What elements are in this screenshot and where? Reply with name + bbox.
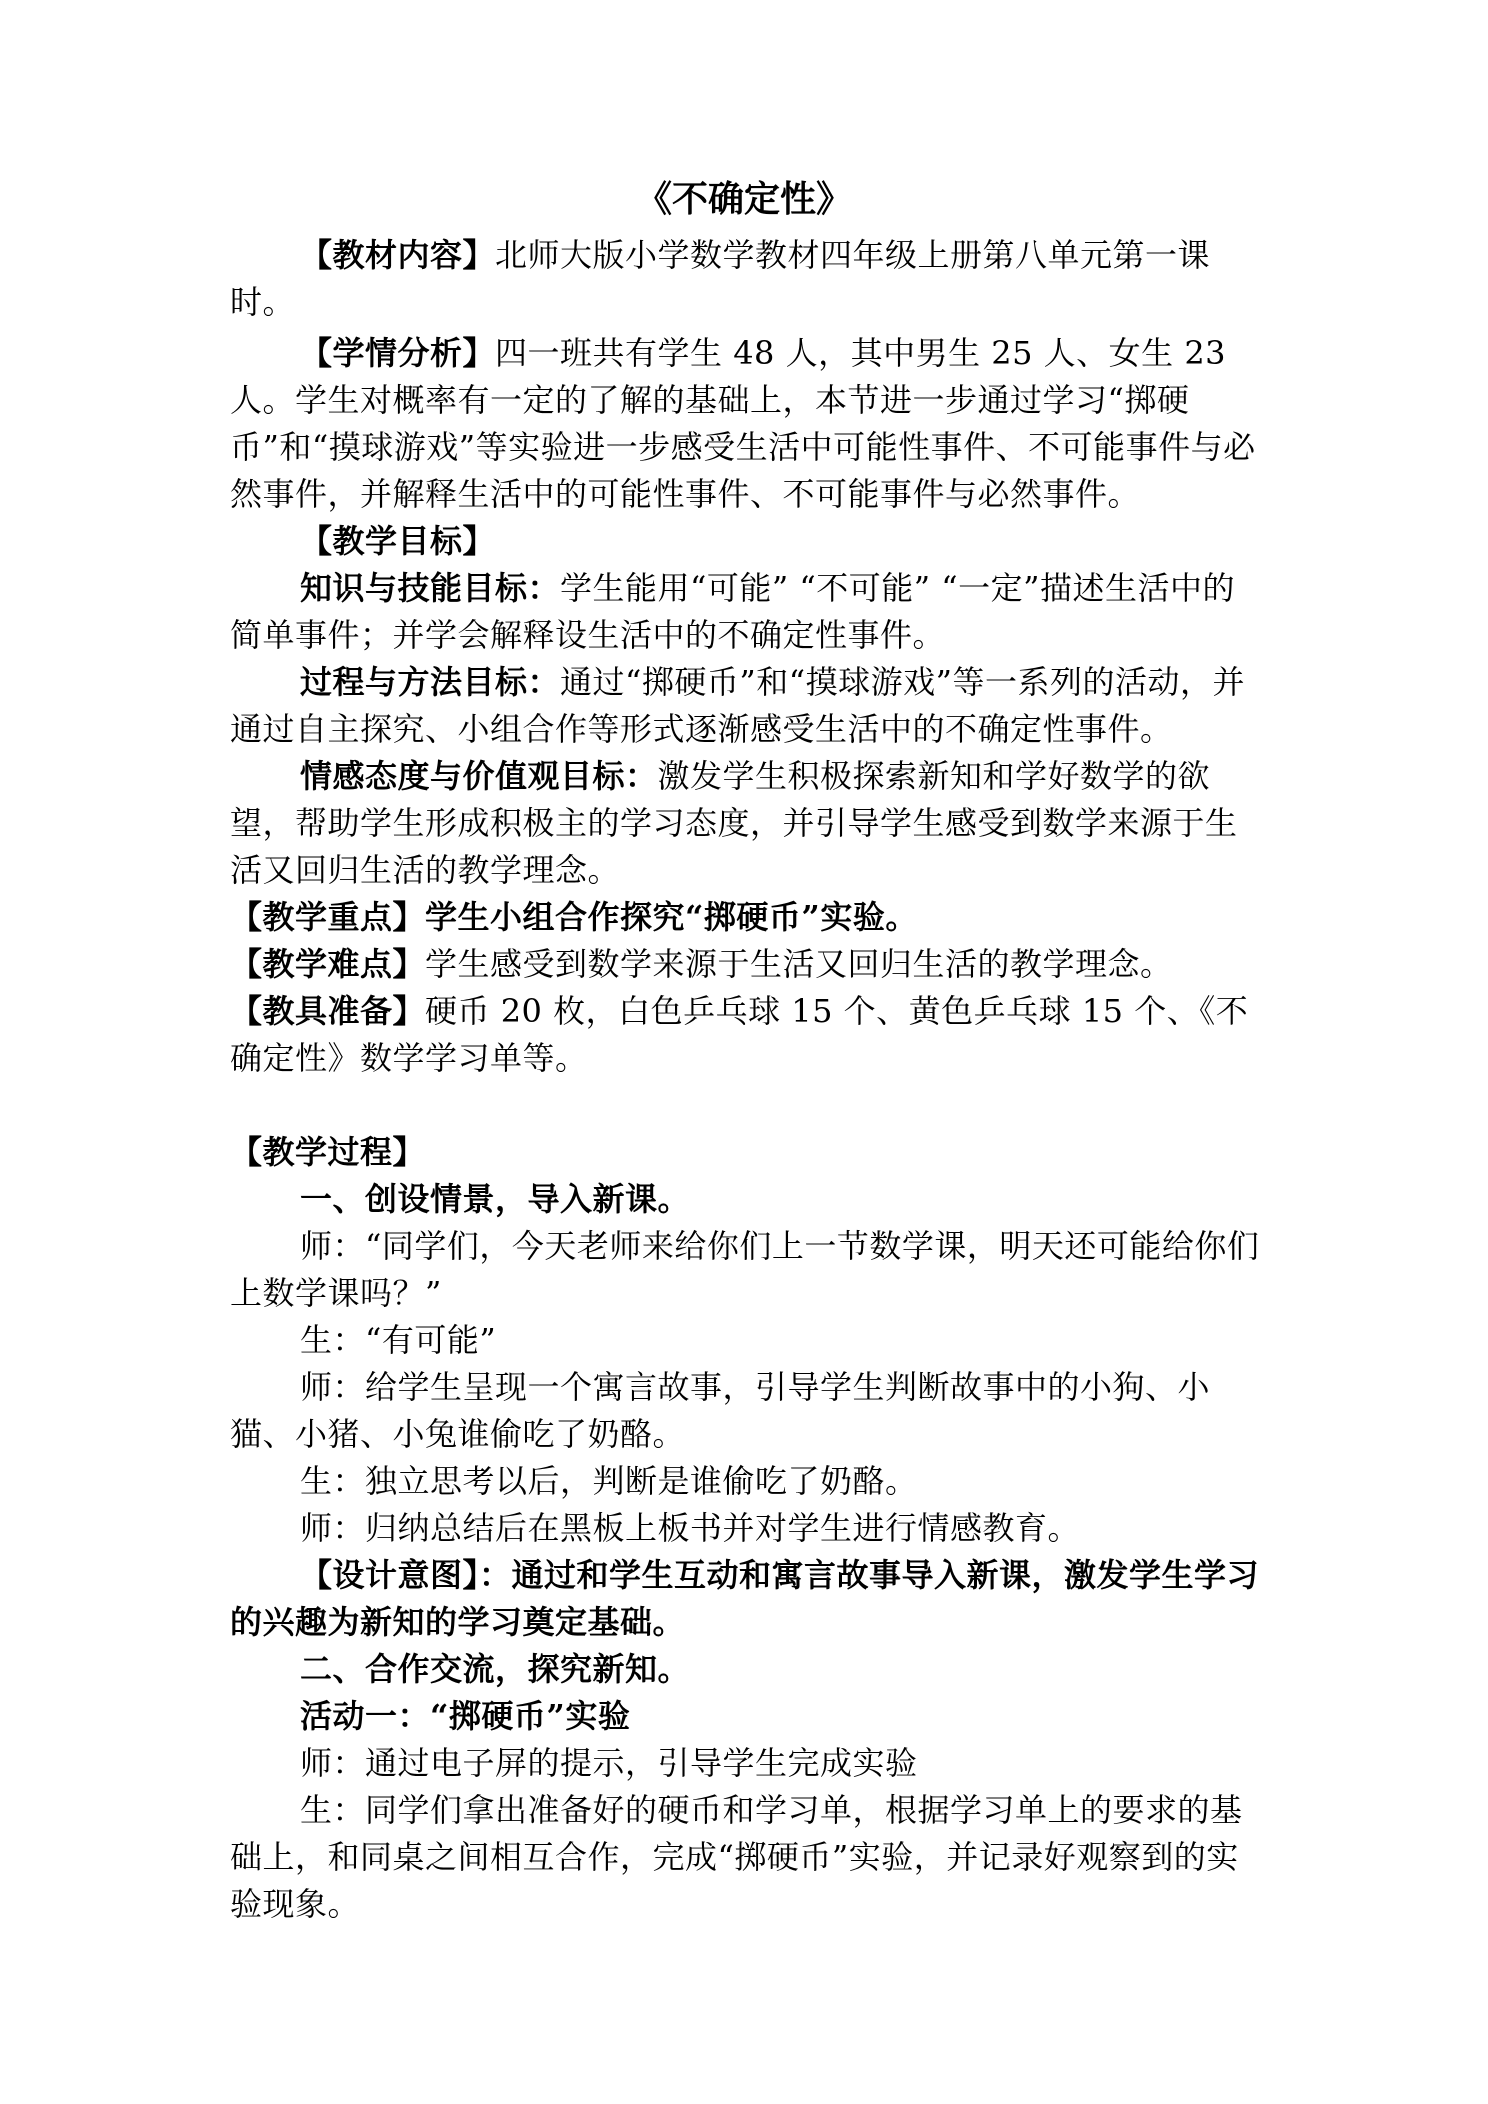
- objectives-heading: 【教学目标】: [300, 522, 496, 560]
- difficulty-label: 【教学难点】: [230, 945, 426, 983]
- content-paragraph: [230, 232, 1266, 326]
- teacher-line-1: 师：“同学们，今天老师来给你们上一节数学课，明天还可能给你们上数学课吗？”: [230, 1227, 1260, 1312]
- teacher-line-4: 师：通过电子屏的提示，引导学生完成实验: [300, 1744, 918, 1782]
- emotion-label: 情感态度与价值观目标：: [300, 757, 658, 795]
- process-text: 通过“掷硬币”和“摸球游戏”等一系列的活动，并通过自主探究、小组合作等形式逐渐感受生活中的不确定性事件。: [230, 663, 1245, 748]
- student-line-2: 生：独立思考以后，判断是谁偷吃了奶酪。: [300, 1462, 918, 1500]
- key-point-label: 【教学重点】: [230, 898, 426, 936]
- document-title: 《不确定性》: [635, 178, 852, 220]
- knowledge-label: 知识与技能目标：: [300, 569, 561, 607]
- materials-paragraph: [230, 988, 1266, 1082]
- student-line-3: 生：同学们拿出准备好的硬币和学习单，根据学习单上的要求的基础上，和同桌之间相互合作，完成“掷硬币”实验，并记录好观察到的实验现象。: [230, 1791, 1243, 1923]
- process-label: 过程与方法目标：: [300, 663, 561, 701]
- difficulty-text: 学生感受到数学来源于生活又回归生活的教学理念。: [425, 945, 1173, 983]
- knowledge-text: 学生能用“可能” “不可能” “一定”描述生活中的简单事件；并学会解释设生活中的不确定性事件。: [230, 569, 1236, 654]
- step-two-heading: 二、合作交流，探究新知。: [300, 1650, 691, 1688]
- key-point-paragraph: [230, 894, 1266, 941]
- materials-text: 硬币 20 枚，白色乒乓球 15 个、黄色乒乓球 15 个、《不确定性》数学学习单等。: [230, 992, 1249, 1077]
- teacher-line-2: 师：给学生呈现一个寓言故事，引导学生判断故事中的小狗、小猫、小猪、小兔谁偷吃了奶酪。: [230, 1368, 1211, 1453]
- key-point-text: 学生小组合作探究“掷硬币”实验。: [425, 898, 918, 936]
- process-objective: [230, 659, 1266, 753]
- design-intent-label: 【设计意图】：: [300, 1556, 512, 1594]
- learner-text: 四一班共有学生 48 人，其中男生 25 人、女生 23 人。学生对概率有一定的了解的基础上，本节进一步通过学习“掷硬币”和“摸球游戏”等实验进一步感受生活中可能性事件、不可能事件与必然事件，并解释生活中的可能性事件、不可能事件与必然事件。: [230, 334, 1256, 513]
- emotion-objective: [230, 753, 1266, 894]
- student-line-1: 生：“有可能”: [300, 1321, 497, 1359]
- emotion-text: 激发学生积极探索新知和学好数学的欲望，帮助学生形成积极主的学习态度，并引导学生感受到数学来源于生活又回归生活的教学理念。: [230, 757, 1238, 889]
- design-intent-paragraph: [230, 1552, 1266, 1646]
- content-text: 北师大版小学数学教材四年级上册第八单元第一课时。: [230, 236, 1211, 321]
- process-heading: 【教学过程】: [230, 1133, 426, 1171]
- document-body: [230, 232, 1266, 1928]
- learner-label: 【学情分析】: [300, 334, 496, 372]
- learner-paragraph: [230, 330, 1266, 518]
- design-intent-text: 通过和学生互动和寓言故事导入新课，激发学生学习的兴趣为新知的学习奠定基础。: [230, 1556, 1260, 1641]
- activity-one-heading: 活动一：“掷硬币”实验: [300, 1697, 631, 1735]
- knowledge-objective: [230, 565, 1266, 659]
- difficulty-paragraph: [230, 941, 1266, 988]
- teacher-line-3: 师：归纳总结后在黑板上板书并对学生进行情感教育。: [300, 1509, 1081, 1547]
- content-label: 【教材内容】: [300, 236, 496, 274]
- materials-label: 【教具准备】: [230, 992, 426, 1030]
- step-one-heading: 一、创设情景，导入新课。: [300, 1180, 691, 1218]
